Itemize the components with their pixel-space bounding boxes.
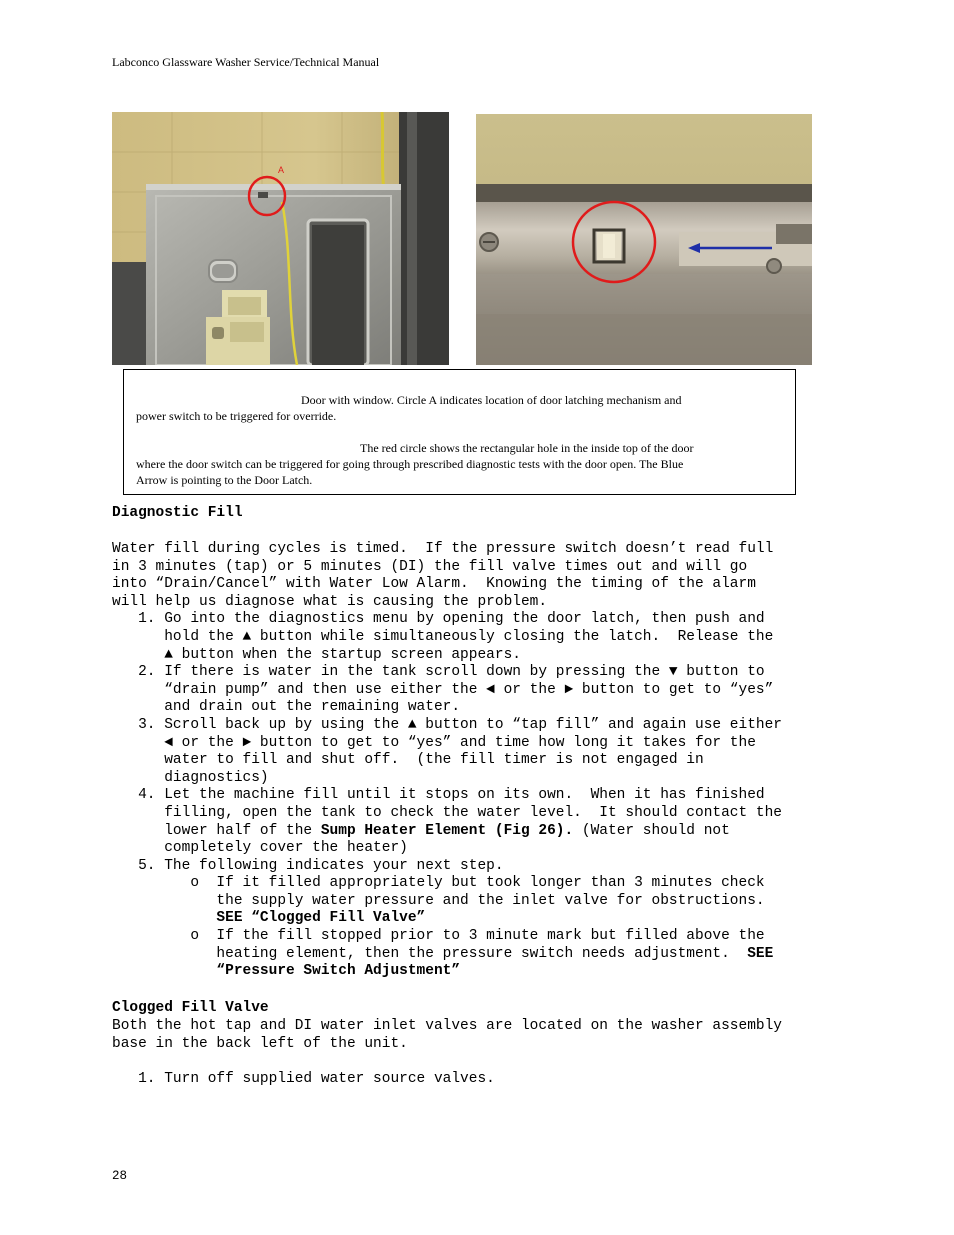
step-4-line: completely cover the heater) — [112, 840, 408, 857]
step-4-line: 4. Let the machine fill until it stops on its own. When it has finished — [112, 787, 765, 804]
step-2-line: and drain out the remaining water. — [112, 699, 461, 716]
caption-2-line-3: Arrow is pointing to the Door Latch. — [136, 473, 313, 487]
step-3-line: 3. Scroll back up by using the ▲ button to “tap fill” and again use either — [112, 716, 783, 733]
figure-caption-box — [123, 369, 796, 495]
see-reference: SEE — [747, 945, 774, 962]
caption-paragraph-2 — [136, 440, 786, 488]
page-number: 28 — [112, 1169, 128, 1183]
clogged-fill-valve-step-1: 1. Turn off supplied water source valves. — [112, 1071, 495, 1087]
bullet-1-line: o If it filled appropriately but took longer than 3 minutes check — [112, 875, 765, 892]
marker-label-a: A — [278, 165, 285, 175]
intro-line: Both the hot tap and DI water inlet valves are located on the washer assembly — [112, 1018, 783, 1034]
step-1-line: hold the ▲ button while simultaneously closing the latch. Release the — [112, 628, 774, 645]
bullet-1-line: the supply water pressure and the inlet valve for obstructions. — [112, 892, 765, 909]
step-1-line: 1. Go into the diagnostics menu by opening the door latch, then push and — [112, 611, 765, 628]
bullet-2-line — [112, 963, 216, 979]
step-3-line: ◄ or the ► button to get to “yes” and time how long it takes for the — [112, 734, 756, 751]
bullet-2-line: o If the fill stopped prior to 3 minute mark but filled above the — [112, 928, 765, 945]
caption-1-line-1: Door with window. Circle A indicates location of door latching mechanism and — [301, 393, 682, 407]
section-heading-clogged-fill-valve: Clogged Fill Valve — [112, 1000, 269, 1016]
intro-line: base in the back left of the unit. — [112, 1035, 408, 1052]
caption-2-line-1: The red circle shows the rectangular hole in the inside top of the door — [360, 441, 694, 455]
bullet-2-line: heating element, then the pressure switch needs adjustment. — [112, 945, 748, 962]
intro-line: into “Drain/Cancel” with Water Low Alarm. Knowing the timing of the alarm — [112, 576, 756, 593]
section-heading-diagnostic-fill: Diagnostic Fill — [112, 505, 243, 521]
caption-2-line-2: where the door switch can be triggered for going through prescribed diagnostic tests with the door open. The Blue — [136, 457, 684, 471]
step-2-line: “drain pump” and then use either the ◄ or the ► button to get to “yes” — [112, 681, 774, 698]
door-photo-left — [112, 112, 449, 365]
caption-1-line-2: power switch to be triggered for override. — [136, 409, 337, 423]
intro-line: Water fill during cycles is timed. If the pressure switch doesn’t read full — [112, 541, 774, 557]
step-1-line: ▲ button when the startup screen appears. — [112, 646, 521, 663]
see-clogged-fill-valve-reference: SEE “Clogged Fill Valve” — [216, 910, 426, 927]
step-2-line: 2. If there is water in the tank scroll down by pressing the ▼ button to — [112, 664, 765, 681]
pressure-switch-adjustment-reference: “Pressure Switch Adjustment” — [216, 963, 461, 980]
bullet-1-line — [112, 910, 216, 926]
door-photo-right-image — [476, 114, 812, 365]
door-photo-left-image — [112, 112, 449, 365]
caption-paragraph-1 — [136, 392, 786, 424]
intro-line: in 3 minutes (tap) or 5 minutes (DI) the fill valve times out and will go — [112, 558, 748, 575]
page-header: Labconco Glassware Washer Service/Technical Manual — [112, 55, 380, 69]
step-3-line: water to fill and shut off. (the fill timer is not engaged in — [112, 752, 704, 769]
step-3-line: diagnostics) — [112, 769, 269, 786]
clogged-fill-valve-intro — [112, 1018, 852, 1053]
diagnostic-fill-intro — [112, 541, 852, 981]
intro-line: will help us diagnose what is causing the problem. — [112, 593, 548, 610]
step-4-line: (Water should not — [573, 822, 730, 839]
step-4-line: lower half of the — [112, 822, 321, 839]
step-5-line: 5. The following indicates your next step. — [112, 857, 504, 874]
sump-heater-reference: Sump Heater Element (Fig 26). — [320, 822, 574, 839]
step-4-line: filling, open the tank to check the water level. It should contact the — [112, 804, 783, 821]
door-photo-right — [476, 114, 812, 365]
